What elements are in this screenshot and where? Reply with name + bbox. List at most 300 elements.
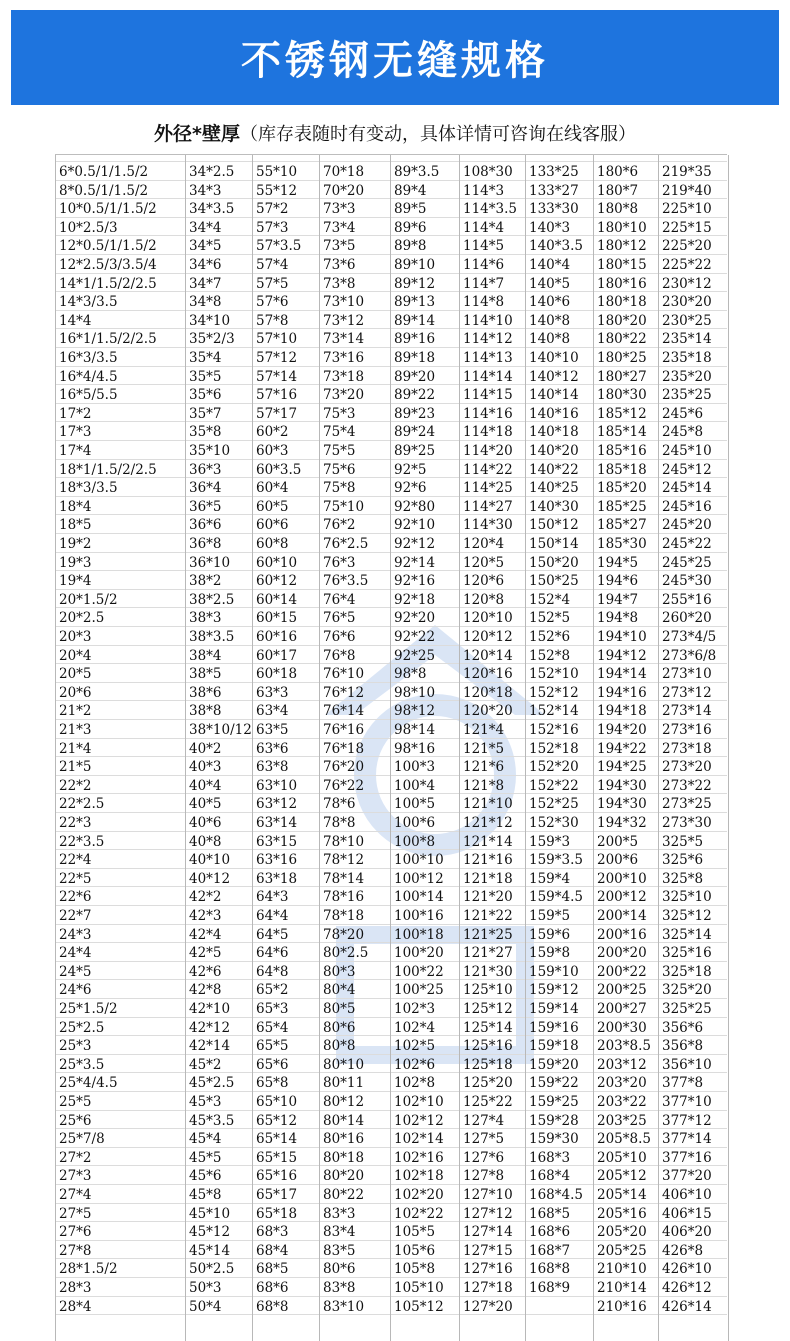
spec-cell: 114*6 xyxy=(463,257,505,273)
spec-cell: 325*12 xyxy=(662,908,712,924)
spec-cell: 22*3 xyxy=(59,815,92,831)
spec-cell: 42*10 xyxy=(189,1001,231,1017)
spec-cell: 325*20 xyxy=(662,982,712,999)
spec-cell: 121*5 xyxy=(463,740,505,757)
spec-cell: 200*16 xyxy=(597,926,647,943)
spec-cell: 98*16 xyxy=(394,740,436,757)
spec-table xyxy=(55,154,727,1341)
spec-cell: 120*18 xyxy=(463,684,513,701)
spec-cell: 100*5 xyxy=(394,796,436,813)
spec-cell: 70*18 xyxy=(323,164,365,180)
spec-cell: 273*14 xyxy=(662,703,712,720)
spec-cell: 120*12 xyxy=(463,629,513,645)
spec-cell: 140*25 xyxy=(529,480,579,497)
spec-cell: 35*7 xyxy=(189,405,222,422)
spec-cell: 194*30 xyxy=(597,777,647,794)
spec-cell: 35*8 xyxy=(189,424,222,441)
spec-cell: 205*16 xyxy=(597,1205,647,1222)
spec-cell: 36*5 xyxy=(189,498,222,515)
spec-cell: 205*12 xyxy=(597,1168,647,1185)
spec-cell: 105*8 xyxy=(394,1261,436,1278)
spec-cell: 356*6 xyxy=(662,1019,704,1036)
spec-cell: 203*22 xyxy=(597,1094,647,1110)
spec-cell: 273*25 xyxy=(662,796,712,813)
spec-cell: 168*3 xyxy=(529,1149,571,1166)
spec-cell: 38*3.5 xyxy=(189,629,235,645)
spec-cell: 203*20 xyxy=(597,1075,647,1092)
spec-cell: 76*10 xyxy=(323,666,365,683)
spec-cell: 245*30 xyxy=(662,573,712,590)
spec-cell: 185*18 xyxy=(597,461,647,478)
spec-cell: 57*14 xyxy=(256,368,298,385)
spec-cell: 377*10 xyxy=(662,1094,712,1110)
spec-cell: 25*5 xyxy=(59,1094,92,1110)
spec-cell: 25*1.5/2 xyxy=(59,1001,118,1017)
spec-cell: 89*24 xyxy=(394,424,436,441)
spec-cell: 55*12 xyxy=(256,182,298,199)
spec-cell: 100*25 xyxy=(394,982,444,999)
spec-cell: 121*6 xyxy=(463,759,505,776)
spec-column xyxy=(185,155,253,1341)
spec-cell: 120*14 xyxy=(463,647,513,664)
spec-cell: 18*4 xyxy=(59,498,92,515)
spec-cell: 92*6 xyxy=(394,480,427,497)
spec-cell: 273*4/5 xyxy=(662,629,717,645)
spec-cell: 68*4 xyxy=(256,1242,289,1259)
spec-cell: 24*6 xyxy=(59,982,92,999)
spec-cell: 100*6 xyxy=(394,815,436,831)
spec-cell: 25*3.5 xyxy=(59,1056,105,1073)
spec-cell: 92*18 xyxy=(394,591,436,608)
spec-cell: 68*6 xyxy=(256,1280,289,1296)
spec-cell: 63*12 xyxy=(256,796,298,813)
spec-cell: 377*8 xyxy=(662,1075,704,1092)
spec-cell: 60*15 xyxy=(256,610,298,627)
spec-cell: 200*12 xyxy=(597,889,647,906)
spec-cell: 105*6 xyxy=(394,1242,436,1259)
subtitle-note: （库存表随时有变动，具体详情可咨询在线客服） xyxy=(239,124,636,145)
spec-cell: 22*5 xyxy=(59,870,92,887)
spec-cell: 127*6 xyxy=(463,1149,505,1166)
spec-cell: 152*20 xyxy=(529,759,579,776)
spec-cell: 185*30 xyxy=(597,536,647,552)
spec-cell: 152*25 xyxy=(529,796,579,813)
spec-cell: 34*2.5 xyxy=(189,164,235,180)
spec-cell: 194*16 xyxy=(597,684,647,701)
spec-cell: 80*14 xyxy=(323,1112,365,1129)
spec-cell: 205*25 xyxy=(597,1242,647,1259)
spec-cell: 45*2 xyxy=(189,1056,222,1073)
spec-cell: 76*18 xyxy=(323,740,365,757)
spec-cell: 45*8 xyxy=(189,1187,222,1203)
spec-cell: 60*16 xyxy=(256,629,298,645)
spec-cell: 42*14 xyxy=(189,1038,231,1055)
spec-cell: 194*20 xyxy=(597,722,647,738)
spec-cell: 140*20 xyxy=(529,443,579,459)
spec-cell: 180*15 xyxy=(597,257,647,273)
spec-cell: 57*17 xyxy=(256,405,298,422)
spec-cell: 89*25 xyxy=(394,443,436,459)
spec-cell: 35*4 xyxy=(189,350,222,366)
spec-cell: 16*4/4.5 xyxy=(59,368,118,385)
spec-cell: 127*15 xyxy=(463,1242,513,1259)
spec-cell: 78*10 xyxy=(323,833,365,850)
spec-cell: 273*22 xyxy=(662,777,712,794)
subtitle-main: 外径*壁厚 xyxy=(154,123,240,145)
spec-cell: 34*4 xyxy=(189,219,222,236)
spec-cell: 36*3 xyxy=(189,461,222,478)
spec-cell: 60*4 xyxy=(256,480,289,497)
spec-cell: 38*3 xyxy=(189,610,222,627)
spec-cell: 60*12 xyxy=(256,573,298,590)
spec-cell: 65*5 xyxy=(256,1038,289,1055)
spec-cell: 102*8 xyxy=(394,1075,436,1092)
spec-cell: 50*4 xyxy=(189,1298,222,1315)
spec-cell: 180*22 xyxy=(597,331,647,348)
spec-cell: 194*7 xyxy=(597,591,639,608)
spec-cell: 73*12 xyxy=(323,312,365,329)
spec-cell: 121*18 xyxy=(463,870,513,887)
spec-cell: 38*2 xyxy=(189,573,222,590)
spec-cell: 114*3 xyxy=(463,182,505,199)
spec-cell: 63*16 xyxy=(256,852,298,869)
spec-cell: 78*6 xyxy=(323,796,356,813)
subtitle xyxy=(0,119,790,146)
title-banner xyxy=(11,10,779,105)
spec-cell: 168*4.5 xyxy=(529,1187,583,1203)
spec-cell: 80*11 xyxy=(323,1075,365,1092)
spec-cell: 34*7 xyxy=(189,275,222,292)
spec-cell: 80*8 xyxy=(323,1038,356,1055)
spec-cell: 76*5 xyxy=(323,610,356,627)
spec-cell: 18*3/3.5 xyxy=(59,480,118,497)
spec-cell: 34*8 xyxy=(189,294,222,311)
spec-cell: 356*10 xyxy=(662,1056,712,1073)
spec-cell: 35*10 xyxy=(189,443,231,459)
spec-cell: 92*10 xyxy=(394,517,436,534)
spec-cell: 92*12 xyxy=(394,536,436,552)
spec-cell: 17*3 xyxy=(59,424,92,441)
spec-cell: 89*13 xyxy=(394,294,436,311)
spec-cell: 27*2 xyxy=(59,1149,92,1166)
spec-cell: 89*20 xyxy=(394,368,436,385)
spec-cell: 60*5 xyxy=(256,498,289,515)
spec-cell: 127*20 xyxy=(463,1298,513,1315)
spec-cell: 180*6 xyxy=(597,164,639,180)
spec-cell: 159*8 xyxy=(529,945,571,962)
spec-cell: 75*5 xyxy=(323,443,356,459)
spec-cell: 45*3 xyxy=(189,1094,222,1110)
spec-cell: 121*12 xyxy=(463,815,513,831)
spec-cell: 105*5 xyxy=(394,1224,436,1241)
spec-cell: 40*10 xyxy=(189,852,231,869)
spec-cell: 20*2.5 xyxy=(59,610,105,627)
spec-cell: 80*6 xyxy=(323,1261,356,1278)
spec-cell: 36*6 xyxy=(189,517,222,534)
spec-cell: 245*22 xyxy=(662,536,712,552)
spec-cell: 40*4 xyxy=(189,777,222,794)
spec-cell: 225*20 xyxy=(662,238,712,255)
spec-cell: 185*27 xyxy=(597,517,647,534)
spec-cell: 194*25 xyxy=(597,759,647,776)
spec-cell: 28*1.5/2 xyxy=(59,1261,118,1278)
spec-cell: 114*25 xyxy=(463,480,513,497)
spec-cell: 127*4 xyxy=(463,1112,505,1129)
spec-cell: 75*10 xyxy=(323,498,365,515)
spec-cell: 230*20 xyxy=(662,294,712,311)
spec-cell: 92*80 xyxy=(394,498,436,515)
spec-cell: 63*10 xyxy=(256,777,298,794)
spec-cell: 80*3 xyxy=(323,963,356,980)
spec-cell: 38*2.5 xyxy=(189,591,235,608)
spec-cell: 245*20 xyxy=(662,517,712,534)
spec-cell: 100*22 xyxy=(394,963,444,980)
spec-cell: 76*16 xyxy=(323,722,365,738)
spec-cell: 125*12 xyxy=(463,1001,513,1017)
spec-cell: 25*4/4.5 xyxy=(59,1075,118,1092)
spec-cell: 140*30 xyxy=(529,498,579,515)
spec-cell: 76*20 xyxy=(323,759,365,776)
spec-cell: 68*3 xyxy=(256,1224,289,1241)
spec-cell: 34*5 xyxy=(189,238,222,255)
spec-cell: 21*2 xyxy=(59,703,92,720)
spec-cell: 127*8 xyxy=(463,1168,505,1185)
spec-cell: 78*14 xyxy=(323,870,365,887)
spec-cell: 152*5 xyxy=(529,610,571,627)
spec-cell: 78*8 xyxy=(323,815,356,831)
spec-cell: 127*18 xyxy=(463,1280,513,1296)
spec-cell: 125*20 xyxy=(463,1075,513,1092)
spec-cell: 60*18 xyxy=(256,666,298,683)
spec-cell: 45*12 xyxy=(189,1224,231,1241)
spec-cell: 180*10 xyxy=(597,219,647,236)
spec-cell: 64*5 xyxy=(256,926,289,943)
spec-cell: 114*27 xyxy=(463,498,513,515)
spec-cell: 20*4 xyxy=(59,647,92,664)
spec-cell: 121*27 xyxy=(463,945,513,962)
spec-cell: 57*3 xyxy=(256,219,289,236)
spec-cell: 159*18 xyxy=(529,1038,579,1055)
spec-cell: 38*4 xyxy=(189,647,222,664)
spec-cell: 100*16 xyxy=(394,908,444,924)
spec-cell: 14*1/1.5/2/2.5 xyxy=(59,275,157,292)
spec-cell: 159*3 xyxy=(529,833,571,850)
spec-cell: 36*4 xyxy=(189,480,222,497)
spec-cell: 78*18 xyxy=(323,908,365,924)
spec-cell: 65*17 xyxy=(256,1187,298,1203)
spec-cell: 273*16 xyxy=(662,722,712,738)
spec-cell: 426*10 xyxy=(662,1261,712,1278)
spec-cell: 21*3 xyxy=(59,722,92,738)
spec-cell: 180*27 xyxy=(597,368,647,385)
spec-cell: 65*12 xyxy=(256,1112,298,1129)
spec-cell: 225*15 xyxy=(662,219,712,236)
spec-cell: 200*30 xyxy=(597,1019,647,1036)
spec-cell: 63*5 xyxy=(256,722,289,738)
spec-cell: 100*18 xyxy=(394,926,444,943)
spec-cell: 180*20 xyxy=(597,312,647,329)
spec-cell: 35*2/3 xyxy=(189,331,235,348)
spec-cell: 36*8 xyxy=(189,536,222,552)
spec-cell: 40*3 xyxy=(189,759,222,776)
spec-cell: 45*3.5 xyxy=(189,1112,235,1129)
spec-cell: 121*20 xyxy=(463,889,513,906)
spec-cell: 159*16 xyxy=(529,1019,579,1036)
spec-cell: 92*22 xyxy=(394,629,436,645)
spec-cell: 203*8.5 xyxy=(597,1038,651,1055)
spec-cell: 92*14 xyxy=(394,554,436,571)
spec-cell: 28*3 xyxy=(59,1280,92,1296)
spec-cell: 100*20 xyxy=(394,945,444,962)
spec-cell: 100*12 xyxy=(394,870,444,887)
spec-cell: 65*15 xyxy=(256,1149,298,1166)
spec-cell: 55*10 xyxy=(256,164,298,180)
spec-cell: 200*6 xyxy=(597,852,639,869)
spec-column xyxy=(593,155,659,1341)
spec-cell: 159*4 xyxy=(529,870,571,887)
spec-cell: 159*12 xyxy=(529,982,579,999)
spec-cell: 100*10 xyxy=(394,852,444,869)
spec-cell: 114*10 xyxy=(463,312,513,329)
spec-cell: 22*2 xyxy=(59,777,92,794)
spec-cell: 325*18 xyxy=(662,963,712,980)
spec-cell: 125*16 xyxy=(463,1038,513,1055)
spec-cell: 114*30 xyxy=(463,517,513,534)
spec-cell: 273*18 xyxy=(662,740,712,757)
spec-column xyxy=(55,155,186,1341)
spec-cell: 140*4 xyxy=(529,257,571,273)
spec-cell: 89*18 xyxy=(394,350,436,366)
spec-cell: 426*8 xyxy=(662,1242,704,1259)
spec-cell: 89*4 xyxy=(394,182,427,199)
spec-cell: 22*4 xyxy=(59,852,92,869)
spec-cell: 194*6 xyxy=(597,573,639,590)
spec-cell: 63*6 xyxy=(256,740,289,757)
spec-cell: 102*6 xyxy=(394,1056,436,1073)
spec-cell: 114*3.5 xyxy=(463,201,517,218)
spec-cell: 120*4 xyxy=(463,536,505,552)
spec-cell: 57*12 xyxy=(256,350,298,366)
spec-cell: 89*6 xyxy=(394,219,427,236)
spec-cell: 57*6 xyxy=(256,294,289,311)
spec-cell: 140*3 xyxy=(529,219,571,236)
spec-cell: 150*25 xyxy=(529,573,579,590)
spec-cell: 100*14 xyxy=(394,889,444,906)
spec-cell: 89*5 xyxy=(394,201,427,218)
spec-cell: 203*25 xyxy=(597,1112,647,1129)
spec-cell: 140*5 xyxy=(529,275,571,292)
spec-cell: 159*10 xyxy=(529,963,579,980)
spec-cell: 194*32 xyxy=(597,815,647,831)
spec-cell: 65*16 xyxy=(256,1168,298,1185)
spec-cell: 105*12 xyxy=(394,1298,444,1315)
spec-cell: 73*6 xyxy=(323,257,356,273)
spec-cell: 25*2.5 xyxy=(59,1019,105,1036)
spec-cell: 102*16 xyxy=(394,1149,444,1166)
spec-cell: 114*12 xyxy=(463,331,513,348)
spec-cell: 76*2 xyxy=(323,517,356,534)
spec-cell: 235*18 xyxy=(662,350,712,366)
spec-cell: 42*3 xyxy=(189,908,222,924)
spec-cell: 63*14 xyxy=(256,815,298,831)
spec-cell: 168*5 xyxy=(529,1205,571,1222)
spec-cell: 140*6 xyxy=(529,294,571,311)
spec-cell: 114*8 xyxy=(463,294,505,311)
spec-cell: 98*8 xyxy=(394,666,427,683)
spec-cell: 80*20 xyxy=(323,1168,365,1185)
spec-cell: 125*18 xyxy=(463,1056,513,1073)
spec-cell: 68*8 xyxy=(256,1298,289,1315)
spec-cell: 180*18 xyxy=(597,294,647,311)
spec-cell: 14*3/3.5 xyxy=(59,294,118,311)
spec-cell: 83*4 xyxy=(323,1224,356,1241)
spec-cell: 89*12 xyxy=(394,275,436,292)
spec-cell: 57*4 xyxy=(256,257,289,273)
spec-cell: 150*12 xyxy=(529,517,579,534)
spec-cell: 68*5 xyxy=(256,1261,289,1278)
spec-column xyxy=(319,155,391,1341)
spec-cell: 133*27 xyxy=(529,182,579,199)
spec-cell: 27*4 xyxy=(59,1187,92,1203)
spec-cell: 89*23 xyxy=(394,405,436,422)
spec-cell: 64*8 xyxy=(256,963,289,980)
spec-cell: 80*2.5 xyxy=(323,945,369,962)
spec-cell: 17*2 xyxy=(59,405,92,422)
spec-column xyxy=(658,155,729,1341)
spec-cell: 22*3.5 xyxy=(59,833,105,850)
spec-cell: 102*5 xyxy=(394,1038,436,1055)
spec-cell: 152*18 xyxy=(529,740,579,757)
spec-cell: 194*30 xyxy=(597,796,647,813)
spec-cell: 65*10 xyxy=(256,1094,298,1110)
spec-cell: 152*8 xyxy=(529,647,571,664)
spec-cell: 78*12 xyxy=(323,852,365,869)
spec-cell: 78*16 xyxy=(323,889,365,906)
spec-cell: 22*2.5 xyxy=(59,796,105,813)
spec-cell: 45*4 xyxy=(189,1131,222,1148)
spec-cell: 325*14 xyxy=(662,926,712,943)
spec-column xyxy=(525,155,594,1341)
spec-cell: 245*10 xyxy=(662,443,712,459)
spec-cell: 180*7 xyxy=(597,182,639,199)
spec-cell: 168*8 xyxy=(529,1261,571,1278)
spec-cell: 120*5 xyxy=(463,554,505,571)
spec-cell: 57*10 xyxy=(256,331,298,348)
spec-cell: 168*9 xyxy=(529,1280,571,1296)
spec-cell: 73*3 xyxy=(323,201,356,218)
spec-cell: 200*10 xyxy=(597,870,647,887)
spec-cell: 60*6 xyxy=(256,517,289,534)
spec-cell: 200*25 xyxy=(597,982,647,999)
spec-cell: 120*16 xyxy=(463,666,513,683)
spec-cell: 75*3 xyxy=(323,405,356,422)
spec-cell: 63*8 xyxy=(256,759,289,776)
spec-cell: 89*16 xyxy=(394,331,436,348)
spec-cell: 245*8 xyxy=(662,424,704,441)
spec-cell: 80*10 xyxy=(323,1056,365,1073)
spec-cell: 377*12 xyxy=(662,1112,712,1129)
spec-cell: 34*10 xyxy=(189,312,231,329)
spec-cell: 63*4 xyxy=(256,703,289,720)
spec-cell: 16*1/1.5/2/2.5 xyxy=(59,331,157,348)
spec-cell: 8*0.5/1/1.5/2 xyxy=(59,182,149,199)
spec-cell: 80*4 xyxy=(323,982,356,999)
spec-cell: 159*22 xyxy=(529,1075,579,1092)
spec-cell: 102*18 xyxy=(394,1168,444,1185)
spec-cell: 159*25 xyxy=(529,1094,579,1110)
spec-cell: 57*3.5 xyxy=(256,238,302,255)
spec-cell: 80*16 xyxy=(323,1131,365,1148)
